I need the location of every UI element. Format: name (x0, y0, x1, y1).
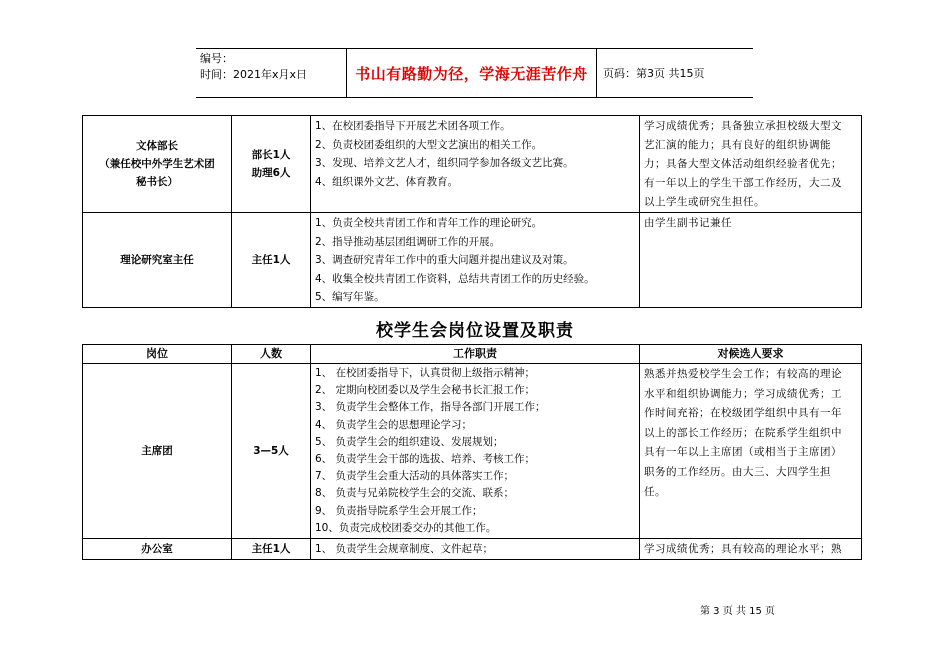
duty-cell (311, 364, 640, 539)
duty-line: 1、在校团委指导下开展艺术团各项工作。 (315, 120, 511, 132)
requirement-line: 艺汇演的能力；具有良好的组织协调能 (644, 139, 831, 151)
table-row (83, 116, 862, 213)
count-line: 助理6人 (251, 167, 291, 179)
section-title: 校学生会岗位设置及职责 (376, 321, 574, 341)
count-cell (232, 364, 311, 539)
duty-line: 4、收集全校共青团工作资料，总结共青团工作的历史经验。 (315, 272, 595, 285)
page-footer: 第 3 页 共 15 页 (700, 606, 775, 617)
duty-line: 3、调查研究青年工作中的重大问题并提出建议及对策。 (315, 254, 574, 267)
count-line: 主任1人 (251, 543, 291, 555)
count-line: 3—5人 (253, 445, 289, 457)
header-requirements: 对候选人要求 (640, 345, 862, 364)
time-label: 时间：2021年x月x日 (200, 68, 308, 81)
duty-line: 9、 负责指导院系学生会开展工作； (315, 504, 483, 517)
requirement-line: 作时间充裕；在校级团学组织中具有一年 (644, 407, 842, 420)
requirement-cell (640, 539, 862, 560)
count-cell (232, 213, 311, 308)
duty-cell (311, 116, 640, 213)
duty-line: 1、负责全校共青团工作和青年工作的理论研究。 (315, 217, 543, 229)
duty-line: 2、 定期向校团委以及学生会秘书长汇报工作； (315, 384, 536, 397)
duty-line: 4、组织课外文艺、体育教育。 (315, 175, 459, 188)
duty-line: 3、 负责学生会整体工作，指导各部门开展工作； (315, 401, 546, 414)
position-cell (83, 116, 232, 213)
header-page-code: 页码：第3页 共15页 (603, 67, 705, 80)
table-row (83, 213, 862, 308)
position-line: 文体部长 (136, 140, 178, 152)
duty-line: 2、负责校团委组织的大型文艺演出的相关工作。 (315, 138, 543, 151)
header-count: 人数 (232, 345, 311, 364)
table-header-row (83, 345, 862, 364)
requirement-line: 任。 (644, 485, 666, 498)
requirement-cell (640, 213, 862, 308)
count-cell (232, 539, 311, 560)
header-position: 岗位 (83, 345, 232, 364)
duty-line: 5、编写年鉴。 (315, 291, 385, 304)
duty-line: 7、 负责学生会重大活动的具体落实工作； (315, 470, 515, 483)
position-cell (83, 213, 232, 308)
requirement-line: 熟悉并热爱校学生会工作；有较高的理论 (644, 368, 842, 380)
position-line: 主席团 (141, 445, 173, 457)
number-label: 编号： (200, 52, 233, 65)
duty-line: 6、 负责学生会干部的选拔、培养、考核工作； (315, 453, 536, 466)
requirement-line: 有一年以上的学生干部工作经历，大二及 (644, 177, 842, 189)
duty-line: 10、负责完成校团委交办的其他工作。 (315, 521, 497, 534)
position-line: （兼任校中外学生艺术团 (99, 158, 215, 170)
header-duties: 工作职责 (311, 345, 640, 364)
duty-cell (311, 539, 640, 560)
header-motto: 书山有路勤为径，学海无涯苦作舟 (347, 49, 597, 97)
student-union-positions-table (82, 344, 862, 560)
requirement-line: 以上的部长工作经历；在院系学生组织中 (644, 426, 842, 439)
duty-line: 1、 负责学生会规章制度、文件起草； (315, 543, 494, 555)
header-meta (196, 49, 347, 97)
duty-line: 1、 在校团委指导下，认真贯彻上级指示精神； (315, 367, 536, 379)
table-row (83, 539, 862, 560)
requirement-line: 以上学生或研究生担任。 (644, 196, 765, 208)
position-line: 理论研究室主任 (120, 253, 194, 266)
position-line: 办公室 (141, 543, 173, 555)
count-line: 部长1人 (251, 149, 291, 161)
duty-line: 2、指导推动基层团组调研工作的开展。 (315, 235, 501, 248)
requirement-cell (640, 116, 862, 213)
duty-cell (311, 213, 640, 308)
duty-line: 8、 负责与兄弟院校学生会的交流、联系； (315, 487, 515, 500)
duty-line: 4、 负责学生会的思想理论学习； (315, 418, 473, 431)
count-cell (232, 116, 311, 213)
requirement-line: 力；具备大型文体活动组织经验者优先； (644, 158, 842, 170)
page-header (196, 48, 753, 98)
requirement-line: 具有一年以上主席团（或相当于主席团） (644, 446, 842, 459)
count-line: 主任1人 (251, 253, 291, 266)
requirement-line: 学习成绩优秀；具备独立承担校级大型文 (644, 120, 842, 132)
student-union-leaders-table (82, 115, 862, 308)
requirement-line: 水平和组织协调能力；学习成绩优秀；工 (644, 387, 842, 400)
position-line: 秘书长） (136, 176, 178, 188)
duty-line: 5、 负责学生会的组织建设、发展规划； (315, 435, 504, 448)
requirement-line: 学习成绩优秀；具有较高的理论水平；熟 (644, 543, 842, 555)
table-row (83, 364, 862, 539)
position-cell (83, 539, 232, 560)
requirement-cell (640, 364, 862, 539)
duty-line: 3、发现、培养文艺人才，组织同学参加各级文艺比赛。 (315, 157, 574, 170)
requirement-line: 由学生副书记兼任 (644, 217, 732, 229)
requirement-line: 职务的工作经历。由大三、大四学生担 (644, 465, 831, 478)
position-cell (83, 364, 232, 539)
